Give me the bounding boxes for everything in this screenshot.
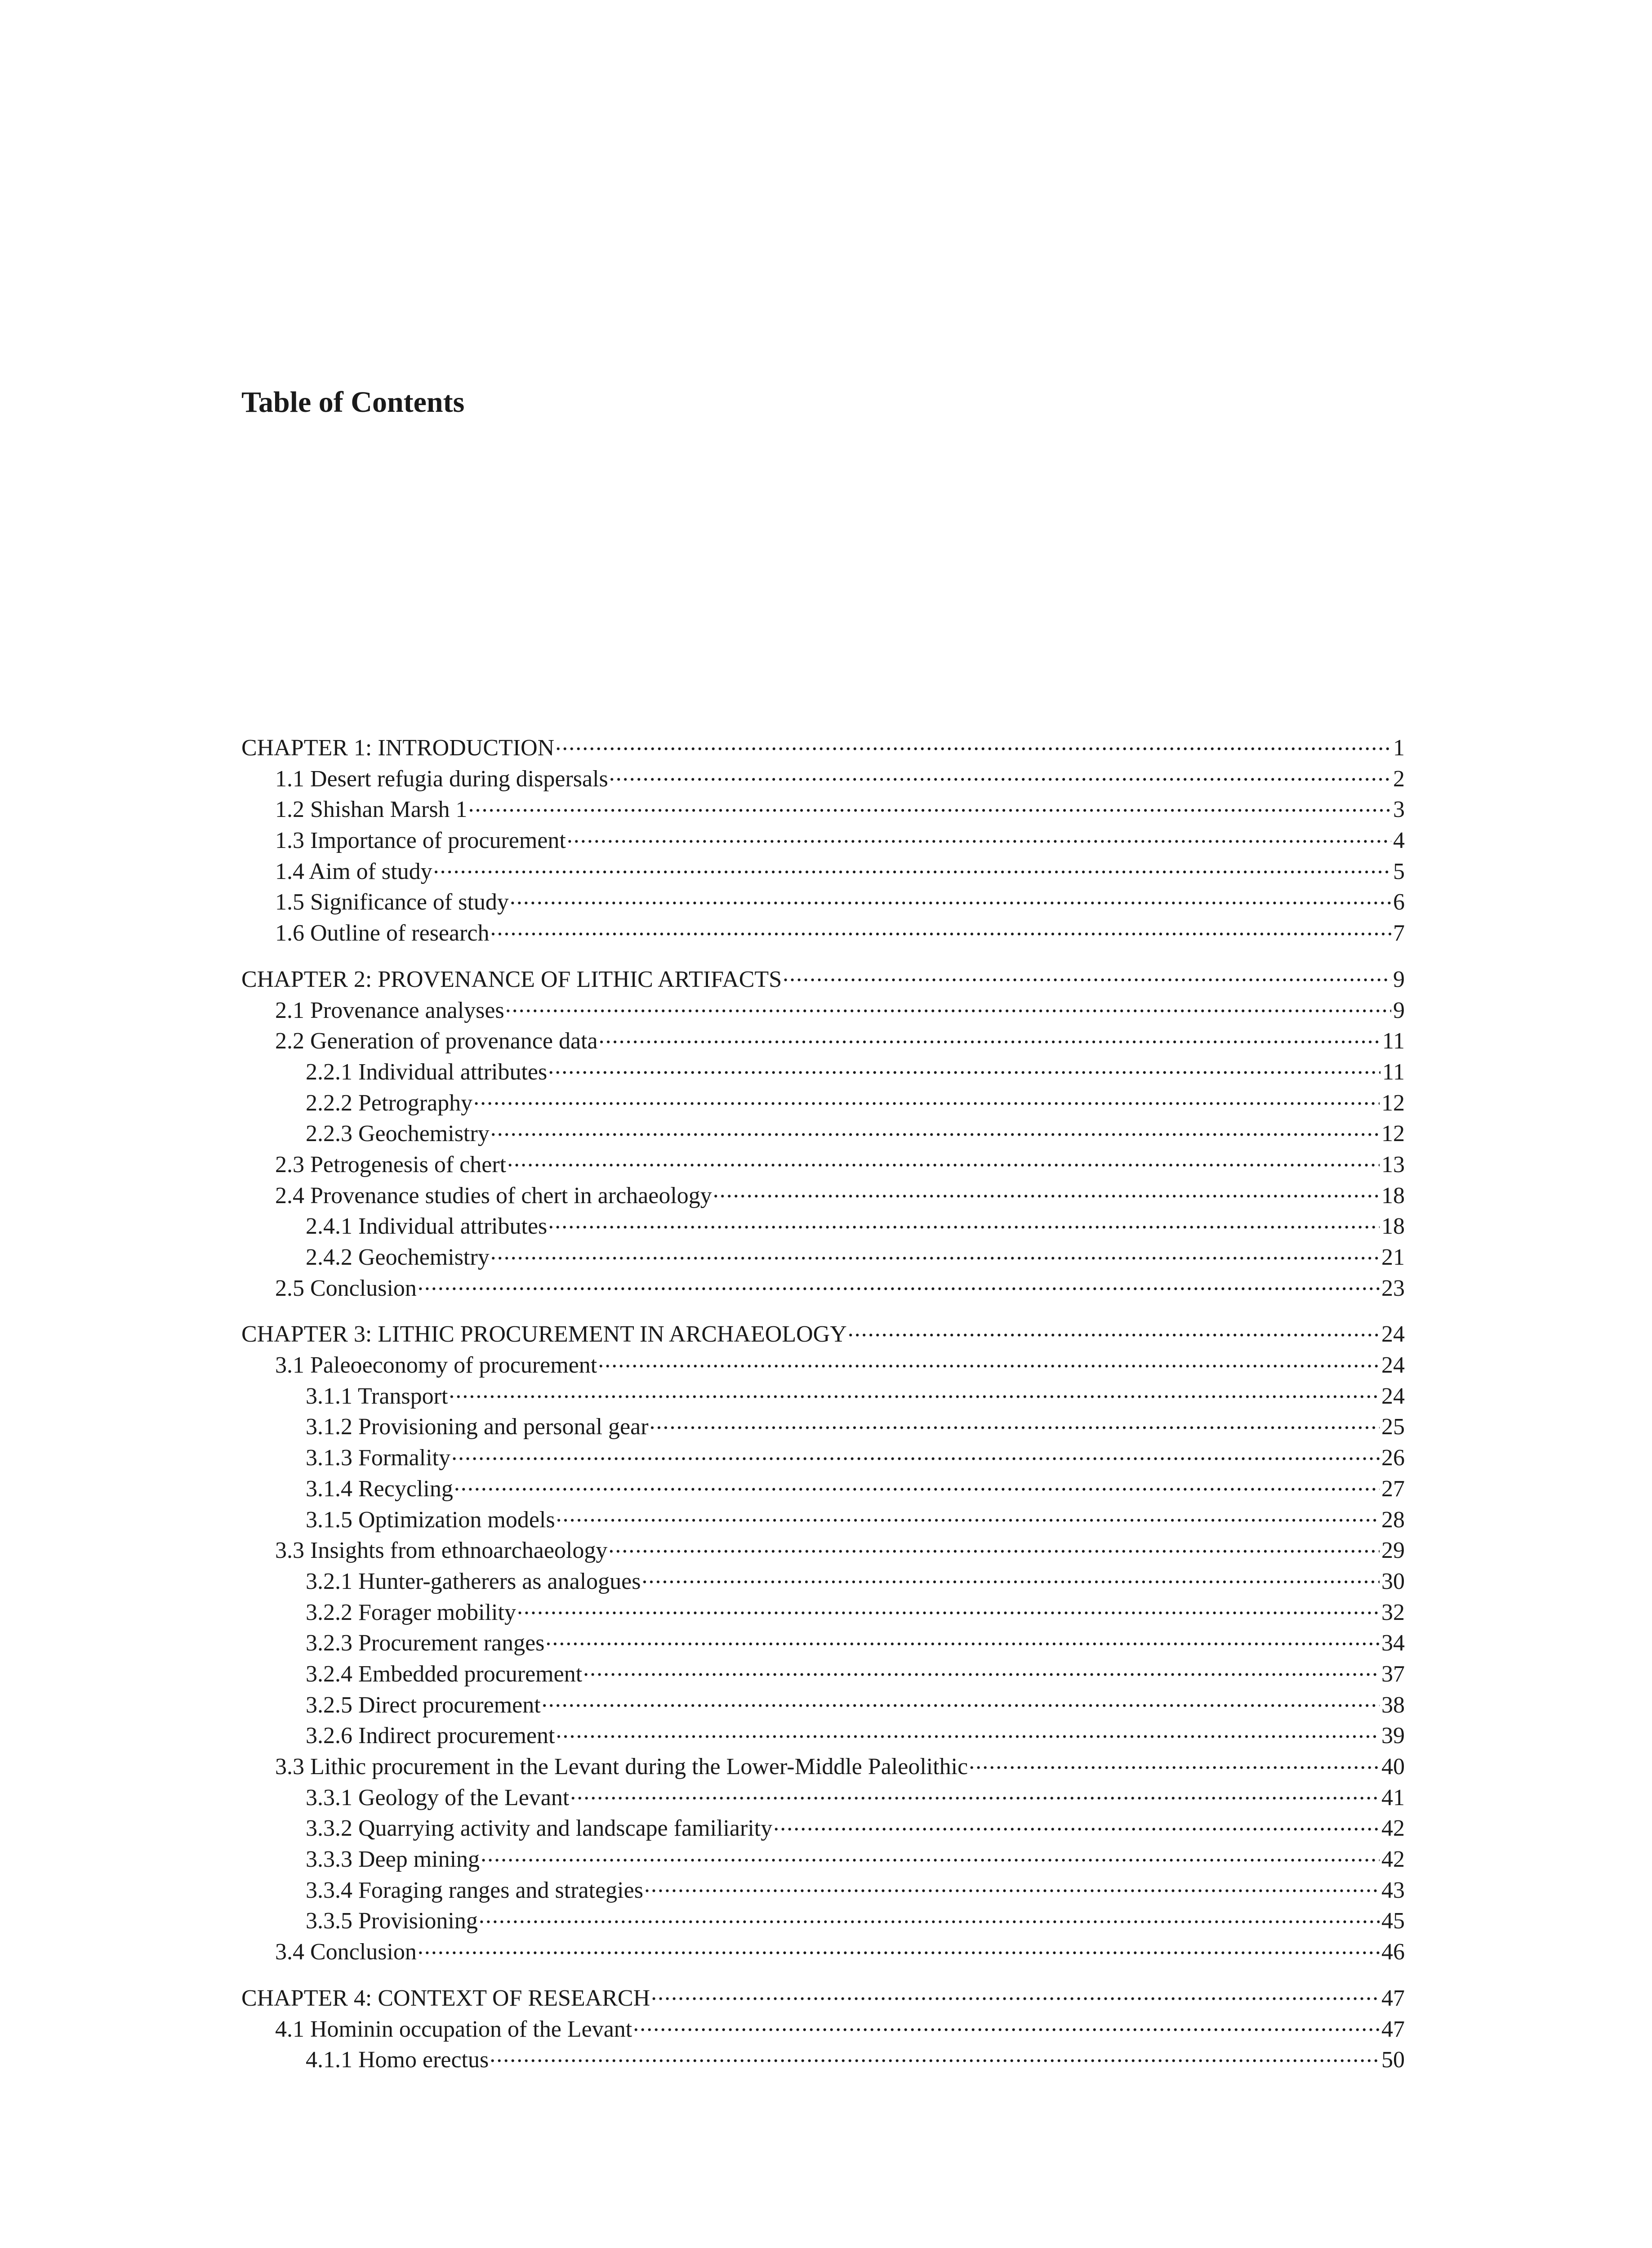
dot-leader (451, 1442, 1380, 1465)
toc-section-entry[interactable] (241, 1905, 1405, 1936)
toc-page-number: 4 (1393, 828, 1405, 854)
dot-leader (641, 1566, 1380, 1589)
dot-leader (556, 1720, 1380, 1743)
toc-entry-label: 3.3.2 Quarrying activity and landscape familiarity (306, 1815, 773, 1842)
toc-entry-label: 2.4.2 Geochemistry (306, 1244, 490, 1270)
toc-section-entry[interactable] (241, 1689, 1405, 1720)
dot-leader (556, 1504, 1380, 1527)
toc-entry-label: 3.2.3 Procurement ranges (306, 1630, 545, 1656)
page-title: Table of Contents (241, 386, 465, 419)
toc-section-entry[interactable] (241, 825, 1405, 856)
toc-page-number: 38 (1381, 1692, 1405, 1718)
toc-section-entry[interactable] (241, 1597, 1405, 1628)
dot-leader (633, 2013, 1380, 2037)
toc-entry-label: 4.1.1 Homo erectus (306, 2047, 489, 2073)
dot-leader (650, 1411, 1380, 1434)
toc-page-number: 50 (1381, 2047, 1405, 2073)
toc-page-number: 24 (1381, 1321, 1405, 1347)
dot-leader (969, 1751, 1380, 1774)
toc-entry-label: 1.3 Importance of procurement (275, 828, 566, 854)
toc-entry-label: 3.1.5 Optimization models (306, 1507, 555, 1533)
toc-section-entry[interactable] (241, 2013, 1405, 2044)
toc-section-entry[interactable] (241, 1118, 1405, 1149)
dot-leader (505, 995, 1391, 1018)
dot-leader (644, 1874, 1380, 1898)
dot-leader (433, 856, 1391, 879)
toc-entry-label: 2.1 Provenance analyses (275, 997, 504, 1023)
toc-page-number: 21 (1381, 1244, 1405, 1270)
toc-page-number: 13 (1381, 1151, 1405, 1178)
toc-entry-label: 3.2.4 Embedded procurement (306, 1661, 583, 1687)
toc-entry-label: 2.4 Provenance studies of chert in archaeology (275, 1182, 712, 1209)
toc-entry-label: 3.3 Insights from ethnoarchaeology (275, 1538, 608, 1564)
toc-page-number: 6 (1393, 889, 1405, 915)
toc-page-number: 27 (1381, 1476, 1405, 1502)
toc-entry-label: CHAPTER 1: INTRODUCTION (241, 735, 555, 761)
toc-section-entry[interactable] (241, 1566, 1405, 1597)
dot-leader (555, 732, 1391, 755)
toc-section-entry[interactable] (241, 763, 1405, 794)
toc-section-entry[interactable] (241, 1874, 1405, 1905)
dot-leader (545, 1627, 1380, 1650)
toc-section-entry[interactable] (241, 1411, 1405, 1442)
toc-page-number: 12 (1381, 1121, 1405, 1147)
toc-page-number: 1 (1393, 735, 1405, 761)
toc-entry-label: 3.1.2 Provisioning and personal gear (306, 1414, 649, 1440)
toc-section-entry[interactable] (241, 2044, 1405, 2075)
toc-page-number: 9 (1393, 997, 1405, 1023)
toc-section-entry[interactable] (241, 1272, 1405, 1303)
toc-page-number: 46 (1381, 1939, 1405, 1965)
toc-section-entry[interactable] (241, 1380, 1405, 1411)
toc-section-entry[interactable] (241, 1180, 1405, 1211)
toc-chapter-entry[interactable] (241, 732, 1405, 763)
toc-entry-label: 1.2 Shishan Marsh 1 (275, 797, 468, 823)
toc-section-entry[interactable] (241, 1751, 1405, 1782)
toc-section-entry[interactable] (241, 1349, 1405, 1380)
toc-chapter-entry[interactable] (241, 1982, 1405, 2013)
toc-entry-label: 2.2.1 Individual attributes (306, 1059, 548, 1085)
toc-section-entry[interactable] (241, 917, 1405, 948)
toc-page-number: 40 (1381, 1754, 1405, 1780)
toc-entry-label: 1.6 Outline of research (275, 920, 490, 946)
toc-page-number: 23 (1381, 1275, 1405, 1301)
toc-entry-label: 3.3 Lithic procurement in the Levant during the Lower-Middle Paleolithic (275, 1754, 968, 1780)
dot-leader (510, 886, 1391, 910)
toc-page-number: 42 (1381, 1847, 1405, 1873)
toc-section-entry[interactable] (241, 1658, 1405, 1689)
toc-section-entry[interactable] (241, 1087, 1405, 1118)
dot-leader (517, 1597, 1380, 1620)
toc-entry-label: 3.2.5 Direct procurement (306, 1692, 541, 1718)
toc-entry-label: 2.3 Petrogenesis of chert (275, 1151, 507, 1178)
dot-leader (783, 963, 1391, 987)
dot-leader (454, 1473, 1380, 1496)
dot-leader (473, 1087, 1380, 1111)
toc-chapter-entry[interactable] (241, 963, 1405, 995)
toc-page-number: 28 (1381, 1507, 1405, 1533)
dot-leader (481, 1843, 1380, 1867)
toc-section-entry[interactable] (241, 1025, 1405, 1056)
dot-leader (490, 2044, 1380, 2067)
toc-entry-label: 3.3.3 Deep mining (306, 1847, 480, 1873)
dot-leader (418, 1272, 1380, 1296)
dot-leader (490, 917, 1391, 941)
toc-section-entry[interactable] (241, 794, 1405, 825)
toc-section-entry[interactable] (241, 1210, 1405, 1241)
toc-entry-label: CHAPTER 3: LITHIC PROCUREMENT IN ARCHAEOLOGY (241, 1321, 847, 1347)
toc-entry-label: 2.4.1 Individual attributes (306, 1213, 548, 1240)
dot-leader (548, 1210, 1380, 1234)
toc-entry-label: 3.1.1 Transport (306, 1383, 448, 1409)
toc-page-number: 34 (1381, 1630, 1405, 1656)
toc-section-entry[interactable] (241, 1504, 1405, 1535)
toc-section-entry[interactable] (241, 1812, 1405, 1843)
toc-entry-label: 2.2 Generation of provenance data (275, 1028, 598, 1054)
toc-page-number: 37 (1381, 1661, 1405, 1687)
toc-page-number: 11 (1382, 1059, 1405, 1085)
dot-leader (567, 825, 1391, 848)
dot-leader (599, 1025, 1380, 1048)
dot-leader (548, 1056, 1380, 1079)
toc-page-number: 42 (1381, 1815, 1405, 1842)
toc-page-number: 18 (1381, 1182, 1405, 1209)
toc-page-number: 25 (1381, 1414, 1405, 1440)
dot-leader (468, 794, 1391, 817)
toc-section-entry[interactable] (241, 1720, 1405, 1751)
dot-leader (583, 1658, 1380, 1682)
toc-page-number: 3 (1393, 797, 1405, 823)
dot-leader (449, 1380, 1380, 1404)
toc-entry-label: CHAPTER 2: PROVENANCE OF LITHIC ARTIFACTS (241, 966, 782, 992)
toc-page-number: 12 (1381, 1090, 1405, 1116)
toc-page-number: 9 (1393, 966, 1405, 992)
dot-leader (542, 1689, 1380, 1713)
toc-entry-label: 3.2.1 Hunter-gatherers as analogues (306, 1568, 641, 1594)
toc-section-entry[interactable] (241, 1627, 1405, 1658)
toc-page-number: 30 (1381, 1568, 1405, 1594)
toc-entry-label: 3.2.6 Indirect procurement (306, 1723, 555, 1749)
toc-page-number: 7 (1393, 920, 1405, 946)
toc-entry-label: 2.2.2 Petrography (306, 1090, 473, 1116)
toc-entry-label: 1.5 Significance of study (275, 889, 509, 915)
toc-entry-label: 3.4 Conclusion (275, 1939, 417, 1965)
toc-page-number: 24 (1381, 1383, 1405, 1409)
dot-leader (490, 1118, 1380, 1141)
toc-page-number: 43 (1381, 1877, 1405, 1903)
toc-section-entry[interactable] (241, 1442, 1405, 1473)
dot-leader (848, 1318, 1380, 1342)
toc-entry-label: 3.3.1 Geology of the Levant (306, 1784, 570, 1811)
dot-leader (773, 1812, 1380, 1836)
toc-page-number: 2 (1393, 766, 1405, 792)
toc-section-entry[interactable] (241, 1056, 1405, 1087)
toc-page-number: 24 (1381, 1352, 1405, 1378)
toc-entry-label: 1.1 Desert refugia during dispersals (275, 766, 608, 792)
toc-section-entry[interactable] (241, 995, 1405, 1026)
toc-page-number: 18 (1381, 1213, 1405, 1240)
dot-leader (507, 1149, 1380, 1172)
toc-page-number: 26 (1381, 1445, 1405, 1471)
toc-entry-label: 3.1.3 Formality (306, 1445, 451, 1471)
toc-page-number: 39 (1381, 1723, 1405, 1749)
toc-section-entry[interactable] (241, 1843, 1405, 1874)
toc-page-number: 11 (1382, 1028, 1405, 1054)
toc-section-entry[interactable] (241, 1782, 1405, 1813)
toc-entry-label: 3.1 Paleoeconomy of procurement (275, 1352, 597, 1378)
toc-page-number: 47 (1381, 1985, 1405, 2011)
dot-leader (713, 1180, 1380, 1203)
toc-entry-label: 2.5 Conclusion (275, 1275, 417, 1301)
dot-leader (651, 1982, 1380, 2006)
toc-section-entry[interactable] (241, 1534, 1405, 1566)
toc-entry-label: 3.2.2 Forager mobility (306, 1599, 516, 1625)
toc-entry-label: 3.3.4 Foraging ranges and strategies (306, 1877, 643, 1903)
dot-leader (608, 1534, 1380, 1558)
dot-leader (609, 763, 1391, 786)
toc-page-number: 5 (1393, 858, 1405, 884)
toc-page-number: 45 (1381, 1908, 1405, 1934)
toc-entry-label: CHAPTER 4: CONTEXT OF RESEARCH (241, 1985, 650, 2011)
dot-leader (598, 1349, 1380, 1373)
dot-leader (490, 1241, 1380, 1265)
dot-leader (570, 1782, 1380, 1805)
toc-chapter-entry[interactable] (241, 1318, 1405, 1349)
toc-section-entry[interactable] (241, 886, 1405, 917)
toc-entry-label: 3.1.4 Recycling (306, 1476, 453, 1502)
toc-page-number: 29 (1381, 1538, 1405, 1564)
toc-entry-label: 3.3.5 Provisioning (306, 1908, 478, 1934)
toc-entry-label: 1.4 Aim of study (275, 858, 432, 884)
toc-page-number: 41 (1381, 1784, 1405, 1811)
dot-leader (418, 1936, 1380, 1959)
toc-page-number: 47 (1381, 2016, 1405, 2042)
toc-section-entry[interactable] (241, 1936, 1405, 1967)
toc-section-entry[interactable] (241, 1241, 1405, 1272)
toc-section-entry[interactable] (241, 1149, 1405, 1180)
toc-section-entry[interactable] (241, 1473, 1405, 1504)
table-of-contents (241, 732, 1405, 2075)
toc-entry-label: 4.1 Hominin occupation of the Levant (275, 2016, 632, 2042)
toc-page-number: 32 (1381, 1599, 1405, 1625)
toc-section-entry[interactable] (241, 856, 1405, 887)
dot-leader (479, 1905, 1380, 1928)
toc-entry-label: 2.2.3 Geochemistry (306, 1121, 490, 1147)
